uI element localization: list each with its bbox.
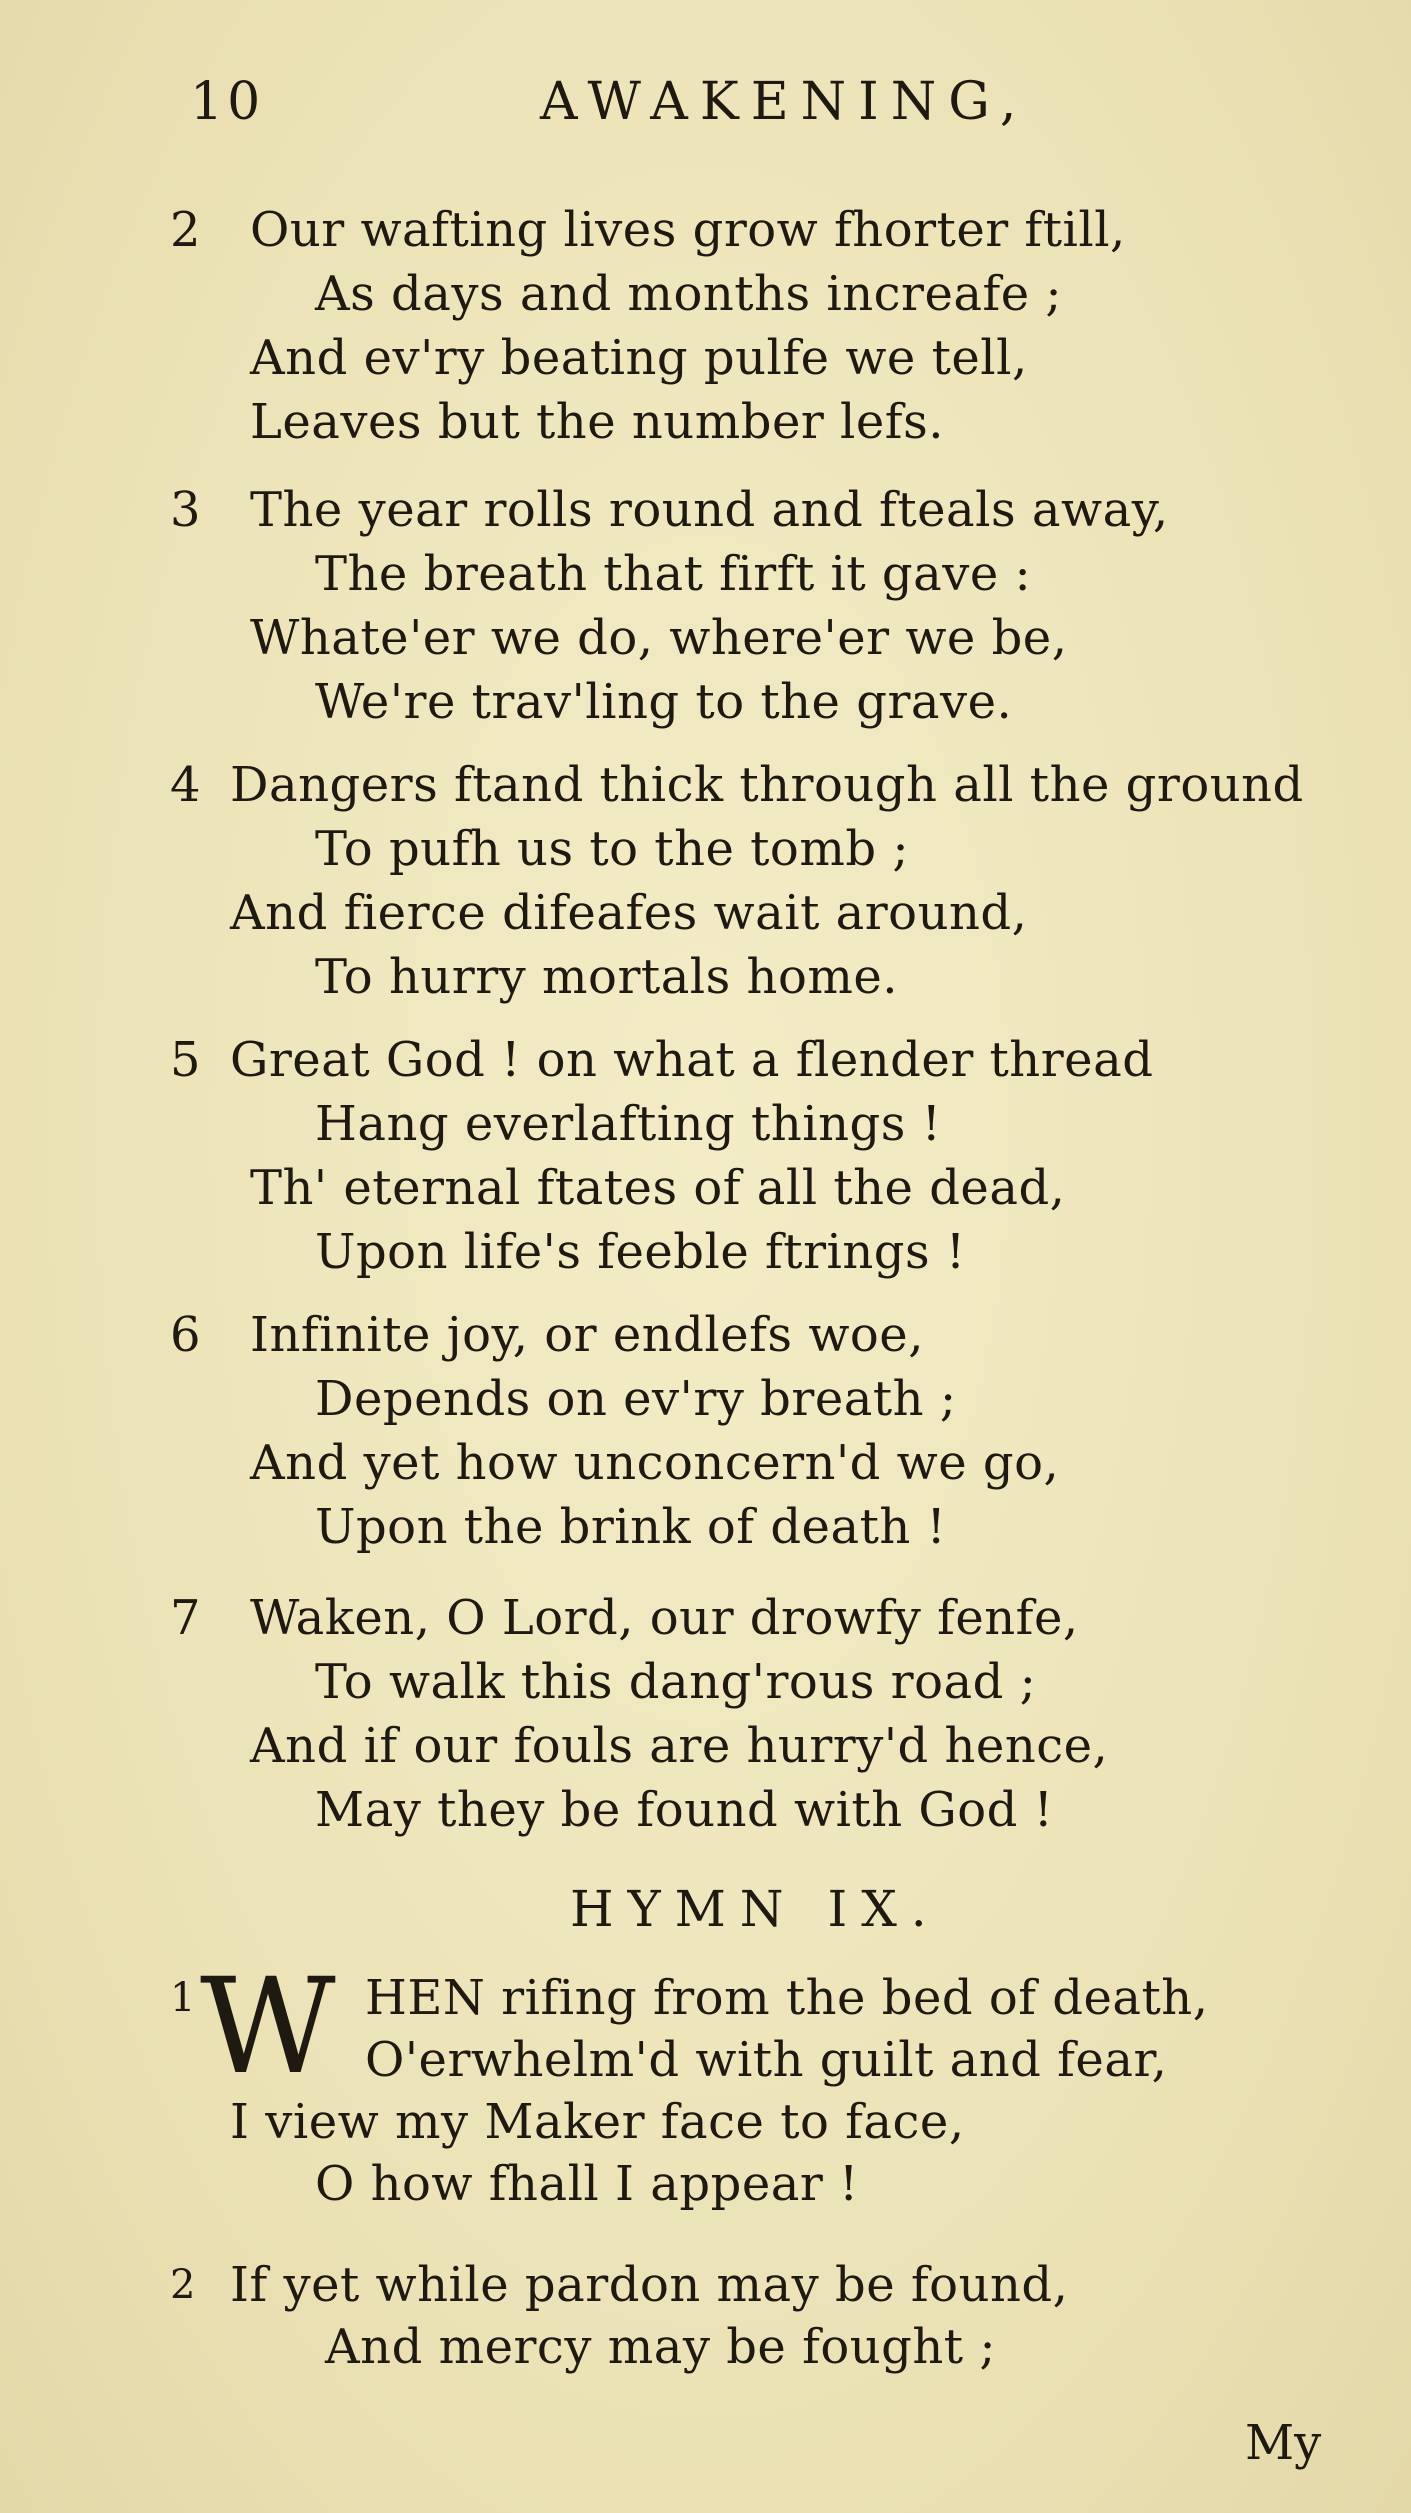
verse-line: Upon life's feeble ftrings !: [315, 1224, 966, 1280]
verse-line: And mercy may be fought ;: [325, 2319, 997, 2375]
verse-line: Whate'er we do, where'er we be,: [250, 610, 1068, 666]
verse-line: If yet while pardon may be found,: [230, 2257, 1069, 2313]
verse-line: To walk this dang'rous road ;: [315, 1654, 1037, 1710]
stanza-number: 2: [170, 2262, 196, 2308]
verse-line: Depends on ev'ry breath ;: [315, 1371, 957, 1427]
verse-line: Upon the brink of death !: [315, 1499, 947, 1555]
verse-line: Hang everlafting things !: [315, 1096, 942, 1152]
stanza-number: 2: [170, 202, 201, 258]
verse-line: Leaves but the number lefs.: [250, 394, 944, 450]
hymn-title: HYMN IX.: [570, 1880, 941, 1938]
verse-line: And yet how unconcern'd we go,: [250, 1435, 1060, 1491]
verse-line: And if our fouls are hurry'd hence,: [250, 1718, 1109, 1774]
stanza-number: 4: [170, 757, 201, 813]
verse-line: May they be found with God !: [315, 1782, 1054, 1838]
stanza-number: 3: [170, 482, 201, 538]
dropcap-letter: W: [200, 1950, 336, 2104]
verse-line: To hurry mortals home.: [315, 949, 899, 1005]
stanza-number: 6: [170, 1307, 201, 1363]
verse-line: O how fhall I appear !: [315, 2156, 859, 2212]
verse-line: To pufh us to the tomb ;: [315, 821, 909, 877]
verse-line: Our wafting lives grow fhorter ftill,: [250, 202, 1126, 258]
catchword: My: [1245, 2415, 1322, 2471]
stanza-number: 7: [170, 1590, 201, 1646]
verse-line: Th' eternal ftates of all the dead,: [250, 1160, 1066, 1216]
verse-line: Waken, O Lord, our drowfy fenfe,: [250, 1590, 1079, 1646]
verse-line: I view my Maker face to face,: [230, 2094, 965, 2150]
verse-line: HEN rifing from the bed of death,: [365, 1970, 1209, 2026]
verse-line: We're trav'ling to the grave.: [315, 674, 1013, 730]
verse-line: Great God ! on what a flender thread: [230, 1032, 1154, 1088]
verse-line: The year rolls round and fteals away,: [250, 482, 1169, 538]
verse-line: And ev'ry beating pulfe we tell,: [250, 330, 1028, 386]
stanza-number: 5: [170, 1032, 201, 1088]
stanza-number: 1: [170, 1975, 196, 2021]
verse-line: O'erwhelm'd with guilt and fear,: [365, 2032, 1168, 2088]
verse-line: Infinite joy, or endlefs woe,: [250, 1307, 924, 1363]
running-head: AWAKENING,: [540, 72, 1029, 132]
verse-line: The breath that firft it gave :: [315, 546, 1032, 602]
verse-line: And fierce difeafes wait around,: [230, 885, 1028, 941]
page-header: [190, 72, 1270, 142]
verse-line: As days and months increafe ;: [315, 266, 1063, 322]
page-number: 10: [190, 72, 265, 132]
verse-line: Dangers ftand thick through all the ground: [230, 757, 1304, 813]
